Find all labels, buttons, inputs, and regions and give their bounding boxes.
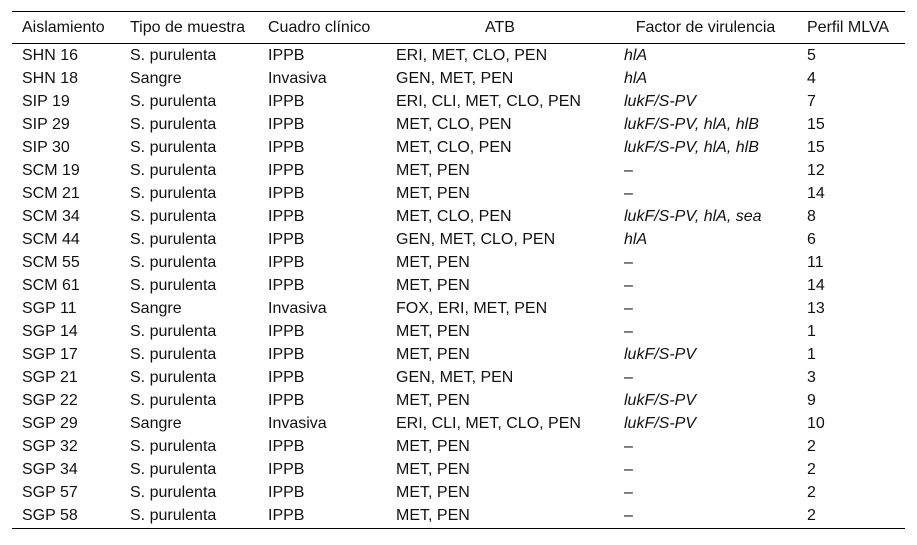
cell-aislamiento: SGP 29 bbox=[22, 414, 78, 432]
table-row bbox=[12, 435, 905, 458]
table-row bbox=[12, 67, 905, 90]
cell-factor-de-virulencia: – bbox=[624, 322, 633, 340]
cell-tipo-de-muestra: S. purulenta bbox=[130, 46, 217, 64]
table-row bbox=[12, 159, 905, 182]
cell-cuadro-clinico: IPPB bbox=[258, 504, 386, 529]
cell-cuadro-clinico: Invasiva bbox=[268, 299, 327, 317]
cell-atb: MET, PEN bbox=[396, 391, 470, 409]
cell-perfil-mlva: 13 bbox=[807, 299, 825, 317]
cell-tipo-de-muestra: S. purulenta bbox=[120, 504, 258, 529]
cell-aislamiento: SGP 14 bbox=[22, 322, 78, 340]
cell-cuadro-clinico: IPPB bbox=[268, 161, 305, 179]
cell-cuadro-clinico: IPPB bbox=[268, 483, 305, 501]
cell-cuadro-clinico: IPPB bbox=[268, 184, 305, 202]
cell-atb: ERI, CLI, MET, CLO, PEN bbox=[396, 414, 581, 432]
table-row bbox=[12, 228, 905, 251]
cell-tipo-de-muestra: S. purulenta bbox=[130, 276, 217, 294]
cell-perfil-mlva: 8 bbox=[807, 207, 816, 225]
table-row bbox=[12, 297, 905, 320]
cell-factor-de-virulencia: hlA bbox=[624, 46, 648, 64]
cell-factor-de-virulencia: – bbox=[624, 253, 633, 271]
cell-atb: MET, PEN bbox=[396, 483, 470, 501]
cell-factor-de-virulencia: hlA bbox=[624, 69, 648, 87]
cell-cuadro-clinico: IPPB bbox=[268, 322, 305, 340]
cell-cuadro-clinico: IPPB bbox=[268, 437, 305, 455]
cell-atb: GEN, MET, CLO, PEN bbox=[396, 230, 556, 248]
cell-tipo-de-muestra: S. purulenta bbox=[130, 92, 217, 110]
cell-cuadro-clinico: IPPB bbox=[268, 207, 305, 225]
cell-perfil-mlva: 1 bbox=[807, 345, 816, 363]
cell-cuadro-clinico: IPPB bbox=[268, 368, 305, 386]
table-body bbox=[12, 44, 905, 529]
table-row bbox=[12, 90, 905, 113]
cell-cuadro-clinico: IPPB bbox=[268, 138, 305, 156]
cell-cuadro-clinico: IPPB bbox=[268, 276, 305, 294]
cell-factor-de-virulencia: – bbox=[624, 368, 633, 386]
cell-cuadro-clinico: Invasiva bbox=[268, 69, 327, 87]
cell-factor-de-virulencia: lukF/S-PV bbox=[624, 92, 697, 110]
cell-aislamiento: SGP 58 bbox=[12, 504, 120, 529]
table-row bbox=[12, 504, 905, 529]
table-row bbox=[12, 274, 905, 297]
table-row bbox=[12, 366, 905, 389]
cell-perfil-mlva: 12 bbox=[807, 161, 825, 179]
cell-cuadro-clinico: IPPB bbox=[268, 92, 305, 110]
cell-atb: ERI, MET, CLO, PEN bbox=[396, 46, 548, 64]
cell-perfil-mlva: 4 bbox=[807, 69, 816, 87]
cell-perfil-mlva: 15 bbox=[807, 138, 825, 156]
cell-tipo-de-muestra: S. purulenta bbox=[130, 184, 217, 202]
cell-atb: MET, PEN bbox=[396, 437, 470, 455]
cell-aislamiento: SGP 22 bbox=[22, 391, 78, 409]
cell-aislamiento: SHN 16 bbox=[22, 46, 79, 64]
cell-aislamiento: SIP 29 bbox=[22, 115, 70, 133]
cell-perfil-mlva: 7 bbox=[807, 92, 816, 110]
cell-tipo-de-muestra: S. purulenta bbox=[130, 161, 217, 179]
cell-atb: MET, PEN bbox=[396, 276, 470, 294]
cell-atb: MET, CLO, PEN bbox=[396, 115, 512, 133]
table-row bbox=[12, 458, 905, 481]
cell-perfil-mlva: 1 bbox=[807, 322, 816, 340]
cell-tipo-de-muestra: S. purulenta bbox=[130, 138, 217, 156]
cell-tipo-de-muestra: S. purulenta bbox=[130, 230, 217, 248]
cell-atb: MET, PEN bbox=[396, 460, 470, 478]
cell-tipo-de-muestra: S. purulenta bbox=[130, 483, 217, 501]
cell-atb: GEN, MET, PEN bbox=[396, 69, 514, 87]
cell-factor-de-virulencia: – bbox=[624, 460, 633, 478]
cell-atb: MET, PEN bbox=[396, 322, 470, 340]
cell-perfil-mlva: 10 bbox=[807, 414, 825, 432]
cell-perfil-mlva: 6 bbox=[807, 230, 816, 248]
header-row bbox=[12, 12, 905, 44]
isolates-table bbox=[12, 11, 905, 529]
cell-tipo-de-muestra: S. purulenta bbox=[130, 322, 217, 340]
cell-aislamiento: SGP 11 bbox=[22, 299, 77, 317]
cell-tipo-de-muestra: Sangre bbox=[130, 69, 182, 87]
cell-perfil-mlva: 2 bbox=[807, 483, 816, 501]
table-header bbox=[12, 12, 905, 44]
cell-aislamiento: SCM 21 bbox=[22, 184, 80, 202]
cell-factor-de-virulencia: – bbox=[624, 299, 633, 317]
cell-tipo-de-muestra: S. purulenta bbox=[130, 368, 217, 386]
cell-factor-de-virulencia: – bbox=[624, 161, 633, 179]
cell-cuadro-clinico: IPPB bbox=[268, 46, 305, 64]
header-factor-de-virulencia: Factor de virulencia bbox=[614, 12, 797, 44]
table-row bbox=[12, 389, 905, 412]
cell-cuadro-clinico: IPPB bbox=[268, 253, 305, 271]
header-perfil-mlva: Perfil MLVA bbox=[797, 12, 905, 44]
cell-perfil-mlva: 5 bbox=[807, 46, 816, 64]
cell-tipo-de-muestra: Sangre bbox=[130, 299, 182, 317]
cell-tipo-de-muestra: S. purulenta bbox=[130, 253, 217, 271]
cell-factor-de-virulencia: lukF/S-PV, hlA, hlB bbox=[624, 115, 759, 133]
cell-factor-de-virulencia: – bbox=[624, 184, 633, 202]
cell-cuadro-clinico: IPPB bbox=[268, 115, 305, 133]
cell-aislamiento: SIP 30 bbox=[22, 138, 70, 156]
cell-tipo-de-muestra: S. purulenta bbox=[130, 391, 217, 409]
cell-atb: MET, CLO, PEN bbox=[396, 138, 512, 156]
cell-factor-de-virulencia: lukF/S-PV bbox=[624, 391, 697, 409]
table-row bbox=[12, 343, 905, 366]
cell-factor-de-virulencia: hlA bbox=[624, 230, 648, 248]
cell-aislamiento: SCM 19 bbox=[22, 161, 80, 179]
cell-atb: FOX, ERI, MET, PEN bbox=[396, 299, 548, 317]
table-row bbox=[12, 44, 905, 68]
table-row bbox=[12, 113, 905, 136]
cell-factor-de-virulencia: – bbox=[624, 483, 633, 501]
cell-factor-de-virulencia: lukF/S-PV, hlA, sea bbox=[624, 207, 762, 225]
cell-aislamiento: SGP 57 bbox=[22, 483, 78, 501]
cell-perfil-mlva: 14 bbox=[807, 184, 825, 202]
header-tipo-de-muestra: Tipo de muestra bbox=[120, 12, 258, 44]
cell-aislamiento: SGP 21 bbox=[22, 368, 78, 386]
cell-perfil-mlva: 15 bbox=[807, 115, 825, 133]
cell-aislamiento: SGP 32 bbox=[22, 437, 78, 455]
cell-tipo-de-muestra: Sangre bbox=[130, 414, 182, 432]
cell-perfil-mlva: 2 bbox=[807, 460, 816, 478]
cell-aislamiento: SHN 18 bbox=[22, 69, 79, 87]
cell-cuadro-clinico: IPPB bbox=[268, 460, 305, 478]
table-row bbox=[12, 205, 905, 228]
cell-aislamiento: SCM 44 bbox=[22, 230, 80, 248]
cell-aislamiento: SCM 34 bbox=[22, 207, 80, 225]
cell-perfil-mlva: 9 bbox=[807, 391, 816, 409]
cell-atb: MET, CLO, PEN bbox=[396, 207, 512, 225]
cell-factor-de-virulencia: – bbox=[624, 437, 633, 455]
cell-cuadro-clinico: IPPB bbox=[268, 230, 305, 248]
cell-perfil-mlva: 3 bbox=[807, 368, 816, 386]
cell-aislamiento: SGP 17 bbox=[22, 345, 78, 363]
cell-tipo-de-muestra: S. purulenta bbox=[130, 207, 217, 225]
cell-perfil-mlva: 11 bbox=[807, 253, 824, 271]
header-aislamiento: Aislamiento bbox=[12, 12, 120, 44]
cell-factor-de-virulencia: – bbox=[624, 276, 633, 294]
cell-atb: MET, PEN bbox=[396, 161, 470, 179]
cell-cuadro-clinico: Invasiva bbox=[268, 414, 327, 432]
cell-atb: MET, PEN bbox=[386, 504, 614, 529]
table-row bbox=[12, 320, 905, 343]
cell-cuadro-clinico: IPPB bbox=[268, 345, 305, 363]
cell-tipo-de-muestra: S. purulenta bbox=[130, 115, 217, 133]
cell-aislamiento: SGP 34 bbox=[22, 460, 78, 478]
cell-factor-de-virulencia: – bbox=[614, 504, 797, 529]
cell-perfil-mlva: 14 bbox=[807, 276, 825, 294]
cell-aislamiento: SIP 19 bbox=[22, 92, 70, 110]
cell-tipo-de-muestra: S. purulenta bbox=[130, 460, 217, 478]
cell-aislamiento: SCM 55 bbox=[22, 253, 80, 271]
cell-tipo-de-muestra: S. purulenta bbox=[130, 345, 217, 363]
header-cuadro-clinico: Cuadro clínico bbox=[258, 12, 386, 44]
table-row bbox=[12, 481, 905, 504]
cell-atb: MET, PEN bbox=[396, 345, 470, 363]
cell-atb: GEN, MET, PEN bbox=[396, 368, 514, 386]
header-atb: ATB bbox=[386, 12, 614, 44]
cell-atb: MET, PEN bbox=[396, 184, 470, 202]
cell-tipo-de-muestra: S. purulenta bbox=[130, 437, 217, 455]
table-row bbox=[12, 251, 905, 274]
cell-aislamiento: SCM 61 bbox=[22, 276, 80, 294]
cell-perfil-mlva: 2 bbox=[797, 504, 905, 529]
cell-factor-de-virulencia: lukF/S-PV bbox=[624, 345, 697, 363]
cell-perfil-mlva: 2 bbox=[807, 437, 816, 455]
table-row bbox=[12, 136, 905, 159]
cell-cuadro-clinico: IPPB bbox=[268, 391, 305, 409]
cell-factor-de-virulencia: lukF/S-PV, hlA, hlB bbox=[624, 138, 759, 156]
cell-atb: MET, PEN bbox=[396, 253, 470, 271]
cell-atb: ERI, CLI, MET, CLO, PEN bbox=[396, 92, 581, 110]
table-row bbox=[12, 412, 905, 435]
cell-factor-de-virulencia: lukF/S-PV bbox=[624, 414, 697, 432]
table-row bbox=[12, 182, 905, 205]
